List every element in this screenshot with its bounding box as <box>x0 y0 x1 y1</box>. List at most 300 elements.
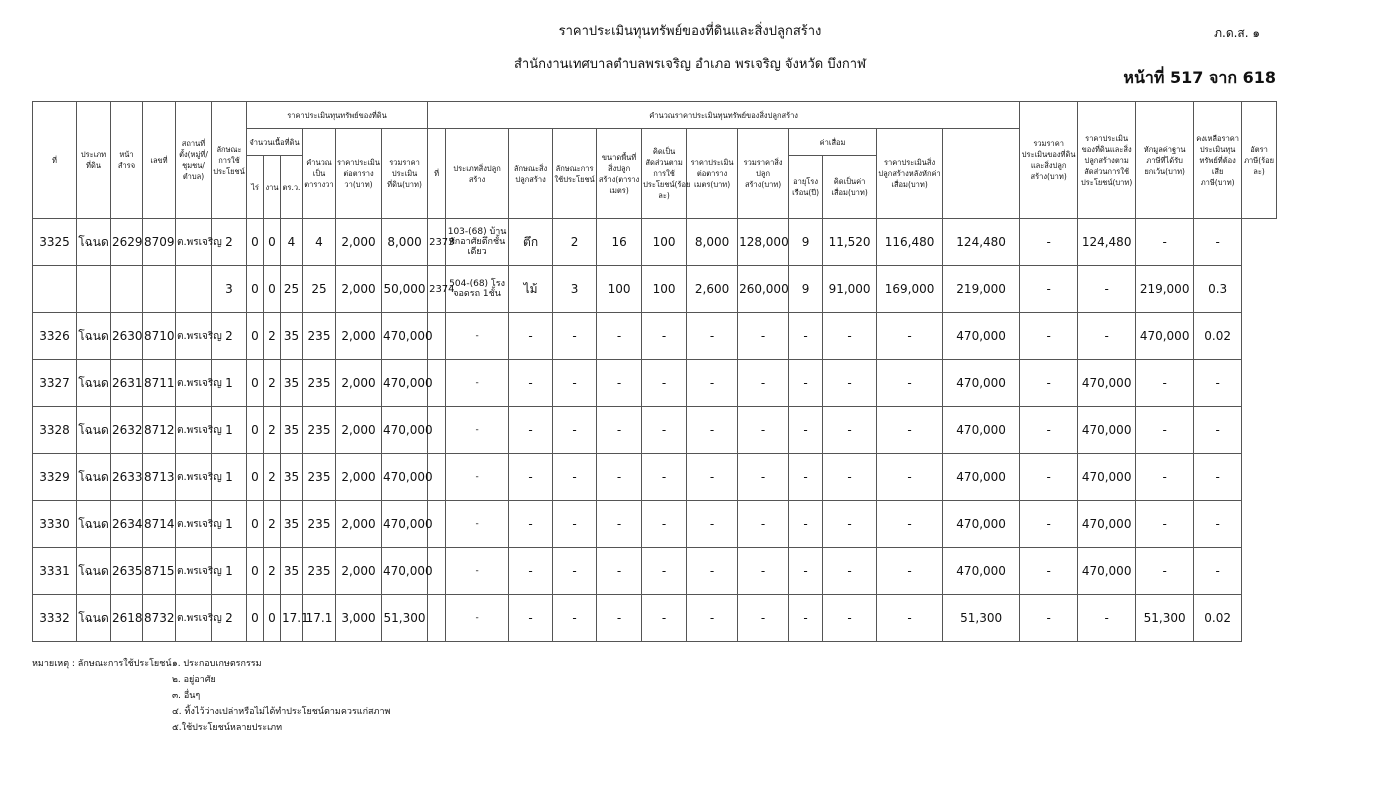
cell-btotal: 128,000 <box>738 219 789 266</box>
col-header: ราคาประเมินต่อตารางเมตร(บาท) <box>687 129 738 219</box>
cell-busage: - <box>553 454 597 501</box>
cell-exempt: - <box>1078 595 1136 642</box>
table-row <box>33 266 1277 313</box>
cell-rai: 0 <box>247 360 264 407</box>
cell-remain: - <box>1136 360 1194 407</box>
cell-no: 3327 <box>33 360 77 407</box>
cell-bprice: 2,600 <box>687 266 738 313</box>
cell-bsize: - <box>597 595 642 642</box>
cell-bpct: - <box>642 595 687 642</box>
cell-age: - <box>789 360 823 407</box>
col-header: ลักษณะการใช้ประโยชน์ <box>553 129 597 219</box>
cell-usage: 2 <box>212 595 247 642</box>
cell-bsize: - <box>597 360 642 407</box>
cell-exempt: - <box>1078 313 1136 360</box>
cell-no: 3328 <box>33 407 77 454</box>
cell-btotal: 260,000 <box>738 266 789 313</box>
cell-btype: - <box>446 407 509 454</box>
cell-usage: 1 <box>212 407 247 454</box>
cell-bnet: - <box>877 501 943 548</box>
cell-btype: 504-(68) โรงจอดรถ 1ชั้น <box>446 266 509 313</box>
table-row <box>33 313 1277 360</box>
col-header: ราคาประเมินของที่ดินและสิ่งปลูกสร้างตามสัดส่วนการใช้ประโยชน์(บาท) <box>1078 102 1136 219</box>
cell-wa: 35 <box>281 407 303 454</box>
cell-type: โฉนด <box>77 313 111 360</box>
cell-wa: 35 <box>281 501 303 548</box>
cell-rai: 0 <box>247 407 264 454</box>
col-header: ไร่ <box>247 156 264 219</box>
cell-calc: 235 <box>303 407 336 454</box>
note-item: ๑. ประกอบเกษตรกรรม <box>172 659 262 669</box>
cell-age: - <box>789 595 823 642</box>
cell-land: 470,000 <box>382 548 428 595</box>
cell-btotal: - <box>738 501 789 548</box>
cell-exempt: 470,000 <box>1078 360 1136 407</box>
cell-type: โฉนด <box>77 595 111 642</box>
cell-age: 9 <box>789 266 823 313</box>
cell-type: โฉนด <box>77 548 111 595</box>
col-header: ตร.ว. <box>281 156 303 219</box>
cell-bpct: - <box>642 407 687 454</box>
cell-survey: 2632 <box>111 407 143 454</box>
cell-remain: - <box>1136 501 1194 548</box>
cell-bchar: - <box>509 454 553 501</box>
cell-calc: 235 <box>303 313 336 360</box>
cell-usage: 2 <box>212 219 247 266</box>
cell-survey: 2629 <box>111 219 143 266</box>
cell-rai: 0 <box>247 219 264 266</box>
cell-depr: - <box>823 548 877 595</box>
cell-remain: - <box>1136 219 1194 266</box>
col-header: รวมราคาสิ่งปลูกสร้าง(บาท) <box>738 129 789 219</box>
col-header: หน้าสำรจ <box>111 102 143 219</box>
cell-rai: 0 <box>247 454 264 501</box>
cell-land: 8,000 <box>382 219 428 266</box>
cell-exempt: 470,000 <box>1078 501 1136 548</box>
cell-bchar: ตึก <box>509 219 553 266</box>
cell-bprice: 8,000 <box>687 219 738 266</box>
cell-btype: - <box>446 360 509 407</box>
cell-btotal: - <box>738 595 789 642</box>
cell-price: 2,000 <box>336 313 382 360</box>
cell-total: 470,000 <box>943 548 1020 595</box>
cell-num <box>143 266 176 313</box>
cell-rate: 0.3 <box>1194 266 1242 313</box>
cell-busage: - <box>553 595 597 642</box>
cell-type <box>77 266 111 313</box>
cell-rate: 0.02 <box>1194 595 1242 642</box>
cell-bpct: 100 <box>642 266 687 313</box>
cell-total: 124,480 <box>943 219 1020 266</box>
cell-busage: 2 <box>553 219 597 266</box>
cell-price: 2,000 <box>336 501 382 548</box>
note-item: ๕.ใช้ประโยชน์หลายประเภท <box>172 723 283 733</box>
group-header: ค่าเสื่อม <box>789 129 877 156</box>
cell-survey: 2634 <box>111 501 143 548</box>
table-row <box>33 454 1277 501</box>
cell-price: 2,000 <box>336 360 382 407</box>
cell-depr: - <box>823 501 877 548</box>
cell-ngan: 2 <box>264 313 281 360</box>
cell-type: โฉนด <box>77 454 111 501</box>
note-item: ๓. อื่นๆ <box>172 691 201 701</box>
cell-calc: 235 <box>303 501 336 548</box>
table-row <box>33 595 1277 642</box>
cell-loc: ต.พรเจริญ <box>176 313 212 360</box>
cell-bchar: - <box>509 360 553 407</box>
cell-num: 8732 <box>143 595 176 642</box>
col-header: อัตราภาษี(ร้อยละ) <box>1242 102 1277 219</box>
assessment-table <box>32 101 1277 642</box>
cell-btotal: - <box>738 454 789 501</box>
cell-age: - <box>789 501 823 548</box>
cell-exempt: 470,000 <box>1078 407 1136 454</box>
cell-btotal: - <box>738 360 789 407</box>
cell-bpct: - <box>642 501 687 548</box>
cell-price: 2,000 <box>336 219 382 266</box>
col-header: ที่ <box>33 102 77 219</box>
cell-type: โฉนด <box>77 219 111 266</box>
cell-usage: 1 <box>212 548 247 595</box>
office-subtitle: สำนักงานเทศบาลตำบลพรเจริญ อำเภอ พรเจริญ จังหวัด บึงกาฬ <box>513 57 866 72</box>
cell-num: 8714 <box>143 501 176 548</box>
cell-ngan: 2 <box>264 407 281 454</box>
cell-loc: ต.พรเจริญ <box>176 407 212 454</box>
cell-type: โฉนด <box>77 501 111 548</box>
cell-price: 2,000 <box>336 548 382 595</box>
cell-btype: - <box>446 313 509 360</box>
cell-type: โฉนด <box>77 360 111 407</box>
cell-bpct: - <box>642 360 687 407</box>
cell-remain: 51,300 <box>1136 595 1194 642</box>
cell-wa: 25 <box>281 266 303 313</box>
cell-age: - <box>789 407 823 454</box>
cell-bprice: - <box>687 548 738 595</box>
col-header: ลักษณะการใช้ประโยชน์ <box>212 102 247 219</box>
cell-remain: 470,000 <box>1136 313 1194 360</box>
cell-calc: 235 <box>303 548 336 595</box>
cell-calc: 25 <box>303 266 336 313</box>
table-row <box>33 360 1277 407</box>
cell-bnet: - <box>877 407 943 454</box>
cell-wa: 35 <box>281 313 303 360</box>
cell-bnet: - <box>877 595 943 642</box>
cell-no: 3325 <box>33 219 77 266</box>
cell-btype: - <box>446 548 509 595</box>
cell-busage: 3 <box>553 266 597 313</box>
col-header: คำนวณเป็นตารางวา <box>303 129 336 219</box>
cell-depr: 91,000 <box>823 266 877 313</box>
cell-depr: - <box>823 595 877 642</box>
cell-ratio: - <box>1020 501 1078 548</box>
cell-bnet: - <box>877 360 943 407</box>
cell-bsize: - <box>597 407 642 454</box>
cell-usage: 2 <box>212 313 247 360</box>
cell-land: 470,000 <box>382 407 428 454</box>
cell-wa: 35 <box>281 454 303 501</box>
cell-ratio: - <box>1020 407 1078 454</box>
cell-loc: ต.พรเจริญ <box>176 595 212 642</box>
cell-num: 8715 <box>143 548 176 595</box>
cell-ratio: - <box>1020 595 1078 642</box>
cell-land: 470,000 <box>382 454 428 501</box>
cell-depr: - <box>823 360 877 407</box>
cell-busage: - <box>553 501 597 548</box>
cell-ngan: 0 <box>264 595 281 642</box>
cell-bchar: ไม้ <box>509 266 553 313</box>
cell-no: 3330 <box>33 501 77 548</box>
col-header: คงเหลือราคาประเมินทุนทรัพย์ที่ต้องเสียภาษี(บาท) <box>1194 102 1242 219</box>
cell-num: 8710 <box>143 313 176 360</box>
cell-ratio: - <box>1020 313 1078 360</box>
cell-ngan: 0 <box>264 266 281 313</box>
cell-btotal: - <box>738 313 789 360</box>
cell-btype: - <box>446 501 509 548</box>
cell-loc <box>176 266 212 313</box>
cell-ratio: - <box>1020 548 1078 595</box>
cell-land: 470,000 <box>382 313 428 360</box>
cell-rai: 0 <box>247 548 264 595</box>
group-header: ราคาประเมินทุนทรัพย์ของที่ดิน <box>247 102 428 129</box>
cell-bnet: - <box>877 313 943 360</box>
note-item: ๔. ทิ้งไว้ว่างเปล่าหรือไม่ได้ทำประโยชน์ตามควรแก่สภาพ <box>172 707 391 717</box>
col-header: คิดเป็นสัดส่วนตามการใช้ประโยชน์(ร้อยละ) <box>642 129 687 219</box>
document-title: ราคาประเมินทุนทรัพย์ของที่ดินและสิ่งปลูกสร้าง <box>558 24 822 39</box>
cell-price: 2,000 <box>336 266 382 313</box>
cell-rate: - <box>1194 501 1242 548</box>
cell-bprice: - <box>687 313 738 360</box>
cell-calc: 235 <box>303 454 336 501</box>
cell-type: โฉนด <box>77 407 111 454</box>
notes-section <box>32 656 390 736</box>
cell-bpct: - <box>642 313 687 360</box>
cell-num: 8713 <box>143 454 176 501</box>
cell-calc: 235 <box>303 360 336 407</box>
cell-rai: 0 <box>247 595 264 642</box>
cell-rate: - <box>1194 454 1242 501</box>
cell-rate: - <box>1194 219 1242 266</box>
cell-loc: ต.พรเจริญ <box>176 219 212 266</box>
col-header: สถานที่ตั้ง(หมู่ที่/ชุมชน/ตำบล) <box>176 102 212 219</box>
cell-busage: - <box>553 360 597 407</box>
cell-bsize: - <box>597 548 642 595</box>
cell-bnet: - <box>877 454 943 501</box>
notes-label: หมายเหตุ : ลักษณะการใช้ประโยชน์ <box>32 659 172 669</box>
cell-bno: 2373 <box>428 219 446 266</box>
cell-rate: - <box>1194 548 1242 595</box>
cell-busage: - <box>553 313 597 360</box>
cell-usage: 3 <box>212 266 247 313</box>
cell-bchar: - <box>509 407 553 454</box>
cell-age: - <box>789 313 823 360</box>
col-header: คิดเป็นค่าเสื่อม(บาท) <box>823 156 877 219</box>
cell-total: 470,000 <box>943 313 1020 360</box>
cell-no: 3329 <box>33 454 77 501</box>
cell-remain: 219,000 <box>1136 266 1194 313</box>
cell-total: 470,000 <box>943 501 1020 548</box>
cell-survey: 2635 <box>111 548 143 595</box>
cell-ngan: 2 <box>264 360 281 407</box>
cell-busage: - <box>553 407 597 454</box>
note-item: ๒. อยู่อาศัย <box>172 675 216 685</box>
cell-wa: 17.1 <box>281 595 303 642</box>
cell-ngan: 2 <box>264 501 281 548</box>
group-header: คำนวณราคาประเมินทุนทรัพย์ของสิ่งปลูกสร้าง <box>428 102 1020 129</box>
cell-ngan: 2 <box>264 548 281 595</box>
col-header: ที่ <box>428 129 446 219</box>
cell-survey: 2631 <box>111 360 143 407</box>
col-header: เลขที่ <box>143 102 176 219</box>
cell-num: 8711 <box>143 360 176 407</box>
col-header: รวมราคาประเมินที่ดิน(บาท) <box>382 129 428 219</box>
table-row <box>33 501 1277 548</box>
cell-wa: 35 <box>281 360 303 407</box>
cell-age: - <box>789 548 823 595</box>
cell-price: 2,000 <box>336 407 382 454</box>
cell-price: 2,000 <box>336 454 382 501</box>
cell-bsize: - <box>597 454 642 501</box>
cell-loc: ต.พรเจริญ <box>176 454 212 501</box>
cell-bnet: 169,000 <box>877 266 943 313</box>
cell-ratio: - <box>1020 360 1078 407</box>
cell-num: 8712 <box>143 407 176 454</box>
cell-total: 470,000 <box>943 454 1020 501</box>
cell-exempt: - <box>1078 266 1136 313</box>
cell-depr: 11,520 <box>823 219 877 266</box>
cell-remain: - <box>1136 454 1194 501</box>
cell-survey: 2630 <box>111 313 143 360</box>
cell-rate: - <box>1194 360 1242 407</box>
cell-usage: 1 <box>212 454 247 501</box>
cell-bpct: - <box>642 548 687 595</box>
cell-bsize: - <box>597 501 642 548</box>
cell-remain: - <box>1136 407 1194 454</box>
table-row <box>33 548 1277 595</box>
cell-no: 3331 <box>33 548 77 595</box>
cell-bprice: - <box>687 360 738 407</box>
cell-loc: ต.พรเจริญ <box>176 548 212 595</box>
page-number: หน้าที่ 517 จาก 618 <box>1123 68 1276 87</box>
cell-btype: - <box>446 595 509 642</box>
cell-loc: ต.พรเจริญ <box>176 501 212 548</box>
cell-total: 51,300 <box>943 595 1020 642</box>
cell-busage: - <box>553 548 597 595</box>
cell-ratio: - <box>1020 219 1078 266</box>
cell-remain: - <box>1136 548 1194 595</box>
cell-bno <box>428 595 446 642</box>
cell-survey <box>111 266 143 313</box>
cell-land: 470,000 <box>382 501 428 548</box>
group-header: จำนวนเนื้อที่ดิน <box>247 129 303 156</box>
cell-bprice: - <box>687 454 738 501</box>
cell-age: 9 <box>789 219 823 266</box>
cell-btotal: - <box>738 548 789 595</box>
cell-exempt: 470,000 <box>1078 548 1136 595</box>
cell-rai: 0 <box>247 501 264 548</box>
header-row <box>33 102 1277 129</box>
cell-land: 470,000 <box>382 360 428 407</box>
col-header: ราคาประเมินต่อตารางวา(บาท) <box>336 129 382 219</box>
cell-rate: 0.02 <box>1194 313 1242 360</box>
cell-depr: - <box>823 407 877 454</box>
cell-depr: - <box>823 454 877 501</box>
col-header: หักมูลค่าฐานภาษีที่ได้รับยกเว้น(บาท) <box>1136 102 1194 219</box>
cell-total: 470,000 <box>943 407 1020 454</box>
cell-exempt: 470,000 <box>1078 454 1136 501</box>
cell-bchar: - <box>509 595 553 642</box>
cell-rai: 0 <box>247 313 264 360</box>
cell-ngan: 2 <box>264 454 281 501</box>
form-code: ภ.ด.ส. ๑ <box>1214 26 1260 40</box>
cell-ngan: 0 <box>264 219 281 266</box>
cell-usage: 1 <box>212 360 247 407</box>
cell-ratio: - <box>1020 266 1078 313</box>
cell-rai: 0 <box>247 266 264 313</box>
cell-ratio: - <box>1020 454 1078 501</box>
cell-survey: 2633 <box>111 454 143 501</box>
cell-bsize: 100 <box>597 266 642 313</box>
cell-land: 51,300 <box>382 595 428 642</box>
cell-total: 219,000 <box>943 266 1020 313</box>
cell-bnet: - <box>877 548 943 595</box>
cell-total: 470,000 <box>943 360 1020 407</box>
cell-bsize: - <box>597 313 642 360</box>
cell-calc: 17.1 <box>303 595 336 642</box>
cell-exempt: 124,480 <box>1078 219 1136 266</box>
cell-no <box>33 266 77 313</box>
col-header: ประเภทที่ดิน <box>77 102 111 219</box>
cell-bpct: - <box>642 454 687 501</box>
cell-survey: 2618 <box>111 595 143 642</box>
cell-bprice: - <box>687 595 738 642</box>
cell-usage: 1 <box>212 501 247 548</box>
cell-bchar: - <box>509 548 553 595</box>
col-header: ลักษณะสิ่งปลูกสร้าง <box>509 129 553 219</box>
col-header: ประเภทสิ่งปลูกสร้าง <box>446 129 509 219</box>
cell-bchar: - <box>509 313 553 360</box>
table-row <box>33 407 1277 454</box>
cell-calc: 4 <box>303 219 336 266</box>
cell-price: 3,000 <box>336 595 382 642</box>
cell-bprice: - <box>687 407 738 454</box>
cell-rate: - <box>1194 407 1242 454</box>
table-row <box>33 219 1277 266</box>
col-header: รวมราคาประเมินของที่ดินและสิ่งปลูกสร้าง(บาท) <box>1020 102 1078 219</box>
col-header: ราคาประเมินสิ่งปลูกสร้างหลังหักค่าเสื่อม(บาท) <box>877 129 943 219</box>
cell-bprice: - <box>687 501 738 548</box>
cell-btype: 103-(68) บ้านพักอาศัยตึกชั้นเดียว <box>446 219 509 266</box>
cell-bnet: 116,480 <box>877 219 943 266</box>
col-header: อายุโรงเรือน(ปี) <box>789 156 823 219</box>
cell-bno: 2374 <box>428 266 446 313</box>
cell-age: - <box>789 454 823 501</box>
cell-no: 3326 <box>33 313 77 360</box>
cell-no: 3332 <box>33 595 77 642</box>
cell-btotal: - <box>738 407 789 454</box>
cell-wa: 4 <box>281 219 303 266</box>
col-header: ขนาดพื้นที่สิ่งปลูกสร้าง(ตารางเมตร) <box>597 129 642 219</box>
cell-num: 8709 <box>143 219 176 266</box>
cell-bsize: 16 <box>597 219 642 266</box>
cell-land: 50,000 <box>382 266 428 313</box>
cell-loc: ต.พรเจริญ <box>176 360 212 407</box>
col-header: งาน <box>264 156 281 219</box>
cell-btype: - <box>446 454 509 501</box>
cell-wa: 35 <box>281 548 303 595</box>
cell-depr: - <box>823 313 877 360</box>
cell-bpct: 100 <box>642 219 687 266</box>
cell-bchar: - <box>509 501 553 548</box>
